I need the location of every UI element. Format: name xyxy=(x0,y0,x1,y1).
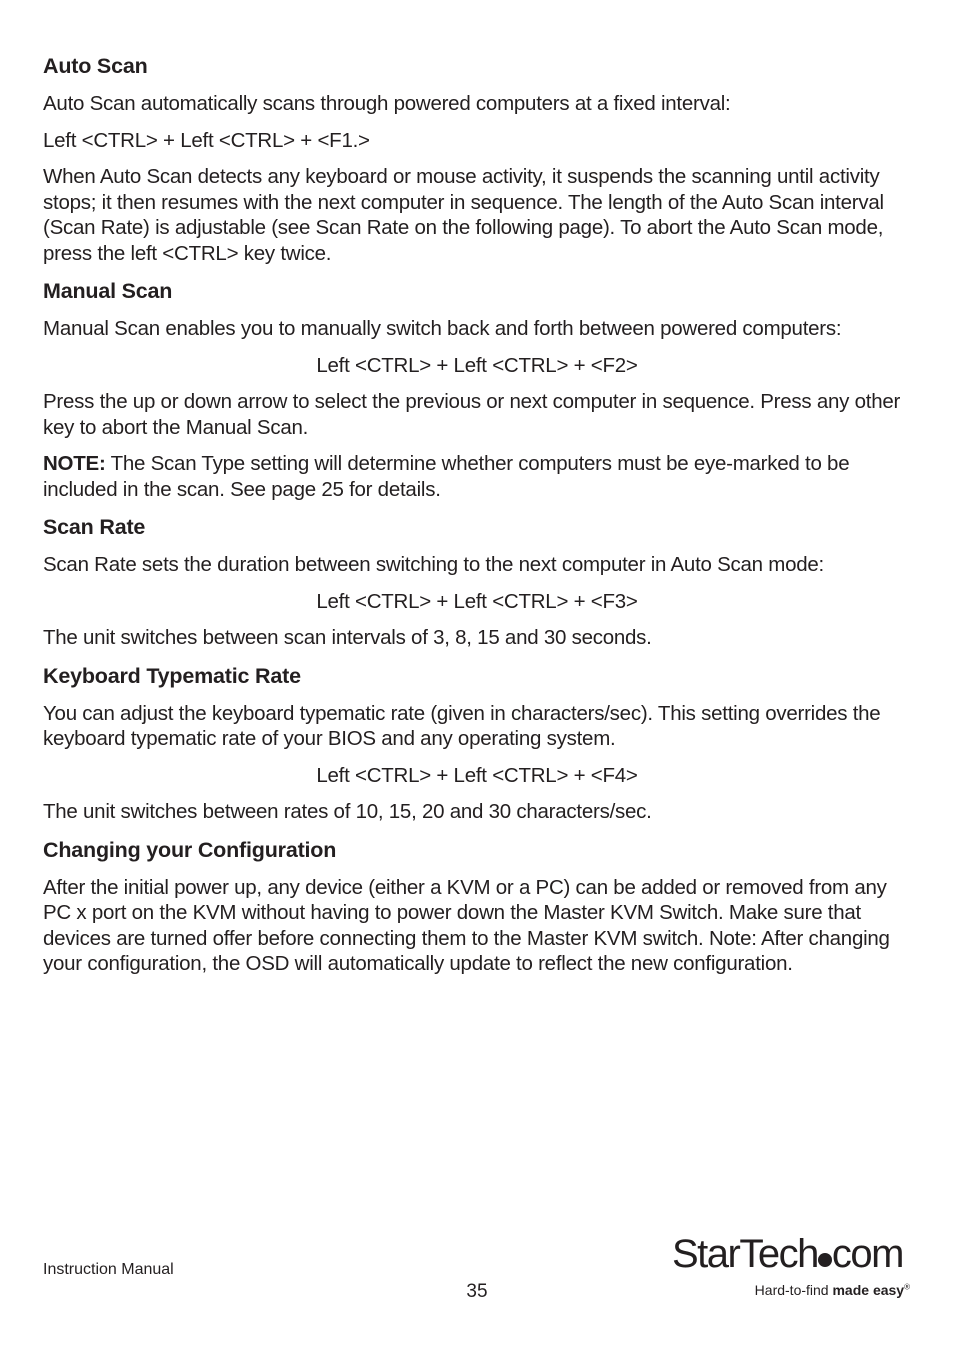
logo-dot-icon xyxy=(818,1253,832,1267)
scan-rate-intro: Scan Rate sets the duration between switching to the next computer in Auto Scan mode: xyxy=(43,553,825,576)
logo-suffix: com xyxy=(831,1232,903,1276)
config-body: After the initial power up, any device (either a KVM or a PC) can be added or removed from any PC x port on the KVM without having to power down the Master KVM Switch. Make sure that devices are turned offer before connecting them to the Master KVM switch. Note: After changing your configuration, the OSD will automatically update to reflect the new configuration. xyxy=(43,875,890,975)
manual-scan-note xyxy=(43,451,911,502)
typematic-heading: Keyboard Typematic Rate xyxy=(43,663,301,688)
typematic-intro: You can adjust the keyboard typematic rate (given in characters/sec). This setting overrides the keyboard typematic rate of your BIOS and any operating system. xyxy=(43,701,881,750)
logo-wordmark xyxy=(672,1232,903,1276)
registered-mark: ® xyxy=(904,1282,910,1292)
logo-brand: StarTech xyxy=(672,1232,818,1276)
tagline-regular: Hard-to-find xyxy=(754,1282,833,1298)
scan-rate-body: The unit switches between scan intervals of 3, 8, 15 and 30 seconds. xyxy=(43,626,652,649)
startech-logo xyxy=(672,1232,912,1304)
scan-rate-shortcut: Left <CTRL> + Left <CTRL> + <F3> xyxy=(316,589,638,613)
auto-scan-intro: Auto Scan automatically scans through powered computers at a fixed interval: xyxy=(43,92,731,115)
auto-scan-body: When Auto Scan detects any keyboard or mouse activity, it suspends the scanning until activity stops; it then resumes with the next computer in sequence. The length of the Auto Scan interval (Scan Rate) is adjustable (see Scan Rate on the following page). To abort the Auto Scan mode, press the left <CTRL> key twice. xyxy=(43,165,884,265)
manual-scan-intro: Manual Scan enables you to manually switch back and forth between powered computers: xyxy=(43,317,842,340)
page-content xyxy=(43,52,911,988)
note-text: The Scan Type setting will determine whether computers must be eye-marked to be included in the scan. See page 25 for details. xyxy=(43,452,850,501)
manual-scan-shortcut: Left <CTRL> + Left <CTRL> + <F2> xyxy=(316,353,638,377)
auto-scan-heading: Auto Scan xyxy=(43,54,148,78)
footer-manual-label: Instruction Manual xyxy=(43,1261,174,1278)
typematic-shortcut: Left <CTRL> + Left <CTRL> + <F4> xyxy=(316,763,638,787)
manual-scan-heading: Manual Scan xyxy=(43,279,173,303)
manual-scan-body: Press the up or down arrow to select the previous or next computer in sequence. Press any other key to abort the Manual Scan. xyxy=(43,390,901,439)
scan-rate-heading: Scan Rate xyxy=(43,515,146,539)
note-label: NOTE: xyxy=(43,452,106,475)
logo-tagline xyxy=(755,1282,910,1298)
tagline-bold: made easy xyxy=(832,1282,905,1298)
typematic-body: The unit switches between rates of 10, 15, 20 and 30 characters/sec. xyxy=(43,800,652,823)
config-heading: Changing your Configuration xyxy=(43,837,337,862)
page-number: 35 xyxy=(466,1281,488,1302)
auto-scan-shortcut: Left <CTRL> + Left <CTRL> + <F1.> xyxy=(43,128,370,152)
